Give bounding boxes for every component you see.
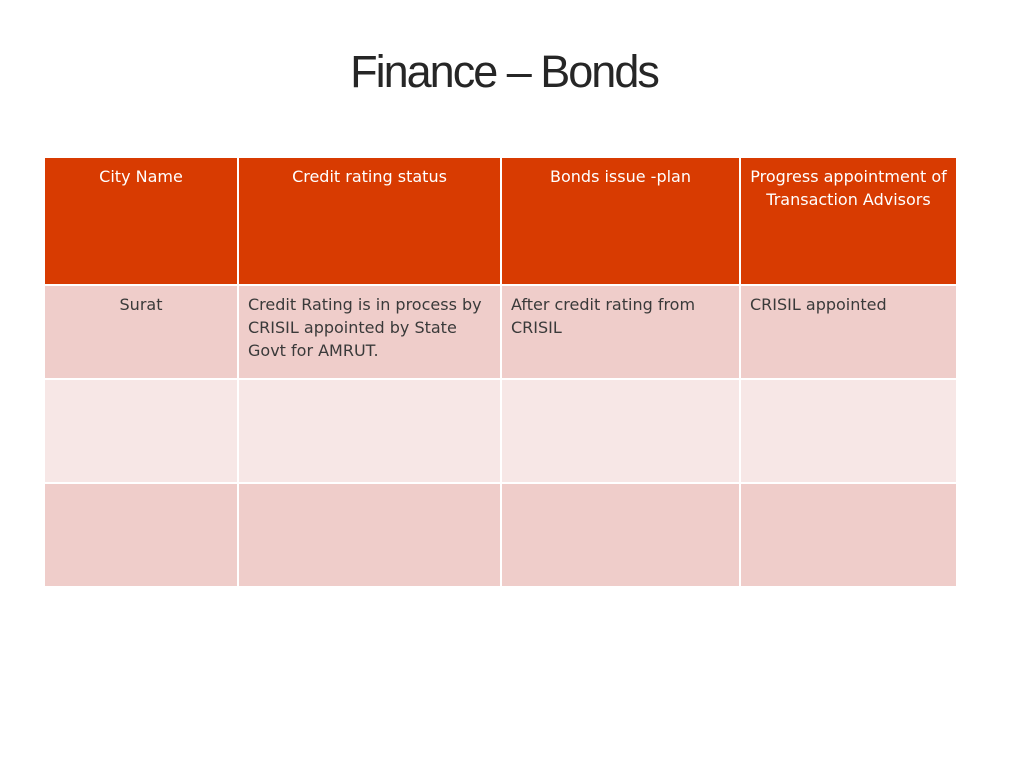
table-cell-city <box>44 483 238 587</box>
table-cell-credit-rating: Credit Rating is in process by CRISIL appointed by State Govt for AMRUT. <box>238 285 501 379</box>
header-city-name: City Name <box>44 157 238 285</box>
table-cell-bonds-plan: After credit rating from CRISIL <box>501 285 740 379</box>
table-cell-advisors <box>740 483 957 587</box>
table-cell-city <box>44 379 238 483</box>
table-cell-advisors: CRISIL appointed <box>740 285 957 379</box>
header-transaction-advisors-progress: Progress appointment of Transaction Advisors <box>740 157 957 285</box>
table-row <box>44 483 957 587</box>
table-cell-advisors <box>740 379 957 483</box>
table-cell-bonds-plan <box>501 483 740 587</box>
table-row <box>44 379 957 483</box>
table-cell-bonds-plan <box>501 379 740 483</box>
slide-title: Finance – Bonds <box>350 46 658 97</box>
table-header-row <box>44 157 957 285</box>
table-cell-credit-rating <box>238 483 501 587</box>
bonds-table <box>43 156 958 588</box>
header-bonds-issue-plan: Bonds issue -plan <box>501 157 740 285</box>
table-cell-credit-rating <box>238 379 501 483</box>
header-credit-rating-status: Credit rating status <box>238 157 501 285</box>
table-cell-city: Surat <box>44 285 238 379</box>
table-row <box>44 285 957 379</box>
